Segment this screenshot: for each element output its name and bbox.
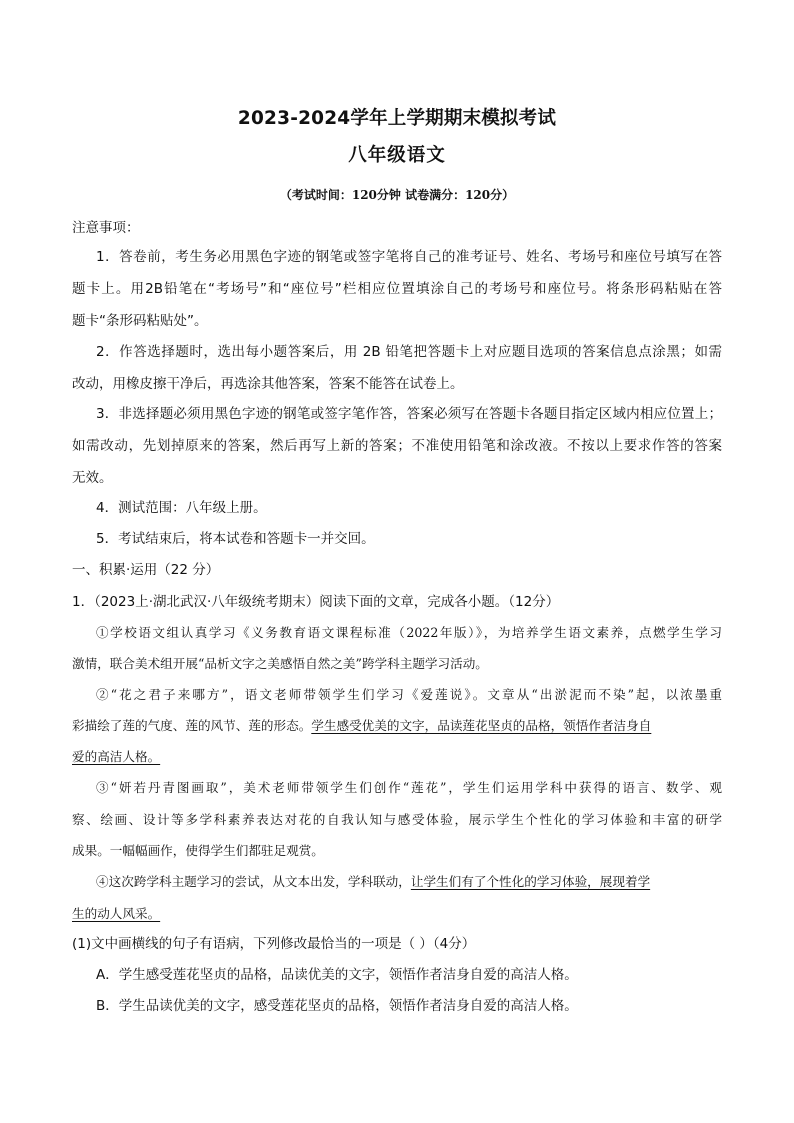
notice-item-1-line-2: 题卡上。用2B铅笔在“考场号”和“座位号”栏相应位置填涂自己的考场号和座位号。将条形码粘贴在答 bbox=[72, 281, 722, 297]
article-p3-line-2: 察、绘画、设计等多学科素养表达对花的自我认知与感受体验，展示学生个性化的学习体验和丰富的研学 bbox=[72, 812, 722, 827]
option-b[interactable]: B．学生品读优美的文字，感受莲花坚贞的品格，领悟作者洁身自爱的高洁人格。 bbox=[96, 998, 578, 1014]
article-p1-line-2: 激情，联合美术组开展“品析文字之美感悟自然之美”跨学科主题学习活动。 bbox=[72, 656, 488, 671]
article-p3-line-3: 成果。一幅幅画作，使得学生们都驻足观赏。 bbox=[72, 843, 324, 858]
question-1: 1．（2023上·湖北武汉·八年级统考期末）阅读下面的文章，完成各小题。（12分） bbox=[72, 594, 560, 610]
notice-item-2-line-2: 改动，用橡皮擦干净后，再选涂其他答案，答案不能答在试卷上。 bbox=[72, 376, 464, 392]
underlined-sentence-2a: 让学生们有了个性化的学习体验，展现着学 bbox=[410, 874, 651, 889]
article-p4-line-1 bbox=[96, 873, 650, 891]
article-p2-plain: 彩描绘了莲的气度、莲的风节、莲的形态。 bbox=[72, 718, 312, 733]
sub-question-stem: (1)文中画横线的句子有语病，下列修改最恰当的一项是（ ）（4分） bbox=[72, 936, 476, 952]
notice-item-2-line-1: 2．作答选择题时，选出每小题答案后，用 2B 铅笔把答题卡上对应题目选项的答案信息点涂黑；如需 bbox=[96, 344, 722, 360]
section-heading: 一、积累·运用（22 分） bbox=[72, 562, 220, 578]
notice-item-1-line-1: 1．答卷前，考生务必用黑色字迹的钢笔或签字笔将自己的准考证号、姓名、考场号和座位号填写在答 bbox=[96, 249, 722, 265]
notice-item-1-line-3: 题卡“条形码粘贴处”。 bbox=[72, 313, 208, 329]
exam-title: 2023-2024学年上学期期末模拟考试 bbox=[237, 108, 557, 129]
article-p2-line-2 bbox=[72, 717, 651, 735]
notice-item-3-line-1: 3．非选择题必须用黑色字迹的钢笔或签字笔作答，答案必须写在答题卡各题目指定区域内相应位置上； bbox=[96, 406, 722, 422]
underlined-sentence-2b: 生的动人风采。 bbox=[72, 906, 161, 921]
article-p4-plain: ④这次跨学科主题学习的尝试，从文本出发，学科联动， bbox=[96, 874, 411, 889]
article-p4-line-2 bbox=[72, 905, 160, 923]
notice-item-5: 5．考试结束后，将本试卷和答题卡一并交回。 bbox=[96, 531, 375, 547]
article-p3-line-1: ③“妍若丹青图画取”，美术老师带领学生们创作“莲花”，学生们运用学科中获得的语言、数学、观 bbox=[96, 780, 722, 795]
notice-item-3-line-3: 无效。 bbox=[72, 470, 113, 486]
exam-subtitle: 八年级语文 bbox=[348, 145, 446, 166]
underlined-sentence-1a: 学生感受优美的文字，品读莲花坚贞的品格，领悟作者洁身自 bbox=[311, 718, 652, 733]
notice-item-3-line-2: 如需改动，先划掉原来的答案，然后再写上新的答案；不准使用铅笔和涂改液。不按以上要求作答的答案 bbox=[72, 438, 722, 454]
option-a[interactable]: A．学生感受莲花坚贞的品格，品读优美的文字，领悟作者洁身自爱的高洁人格。 bbox=[96, 967, 578, 983]
article-p2-line-1: ②“花之君子来哪方”，语文老师带领学生们学习《爱莲说》。文章从“出淤泥而不染”起，以浓墨重 bbox=[96, 687, 722, 702]
underlined-sentence-1b: 爱的高洁人格。 bbox=[72, 749, 161, 764]
notice-item-4: 4．测试范围：八年级上册。 bbox=[96, 500, 267, 516]
notice-heading: 注意事项： bbox=[72, 220, 140, 236]
exam-info: （考试时间：120分钟 试卷满分：120分） bbox=[279, 188, 515, 202]
article-p1-line-1: ①学校语文组认真学习《义务教育语文课程标准（2022年版）》，为培养学生语文素养，点燃学生学习 bbox=[96, 625, 722, 640]
article-p2-line-3 bbox=[72, 748, 160, 766]
